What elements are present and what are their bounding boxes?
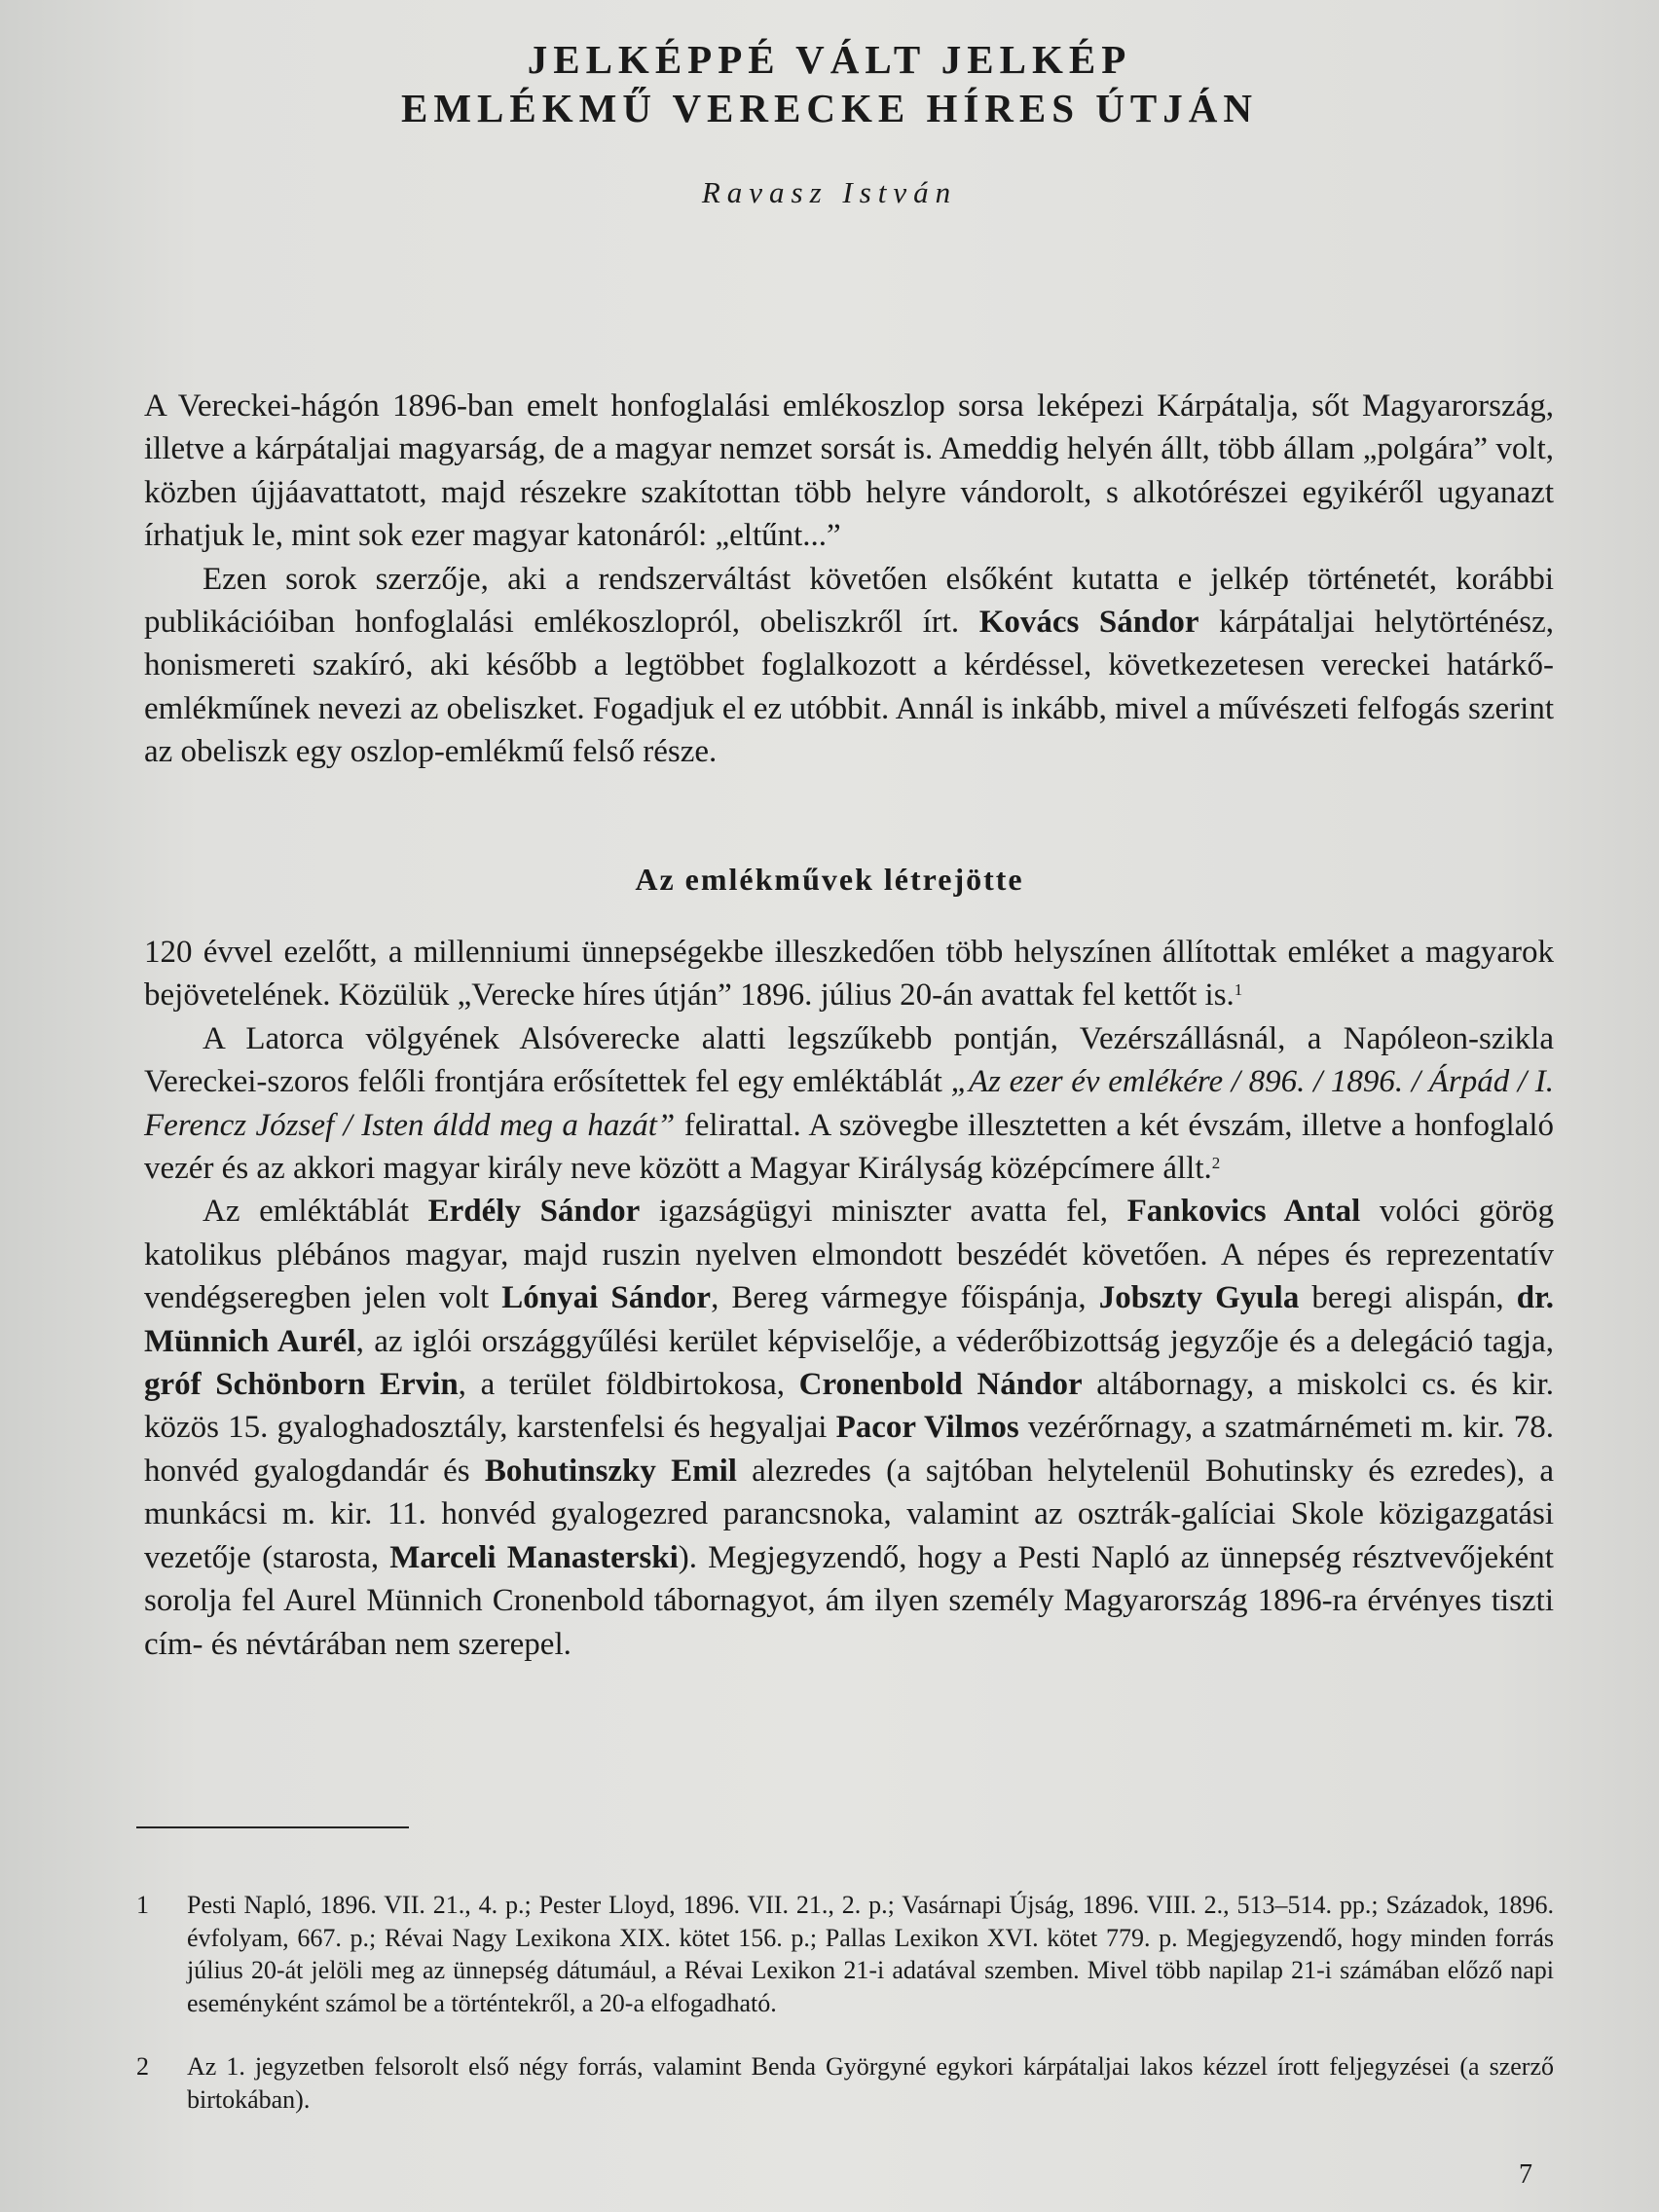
title-line-2: EMLÉKMŰ VERECKE HÍRES ÚTJÁN bbox=[401, 86, 1258, 130]
section-p2-part-b: felirattal. A szövegbe illesztetten a két évszám, illetve a honfoglaló vezér és az akkori magyar király neve között a Magyar Királyság középcímere állt. bbox=[144, 1107, 1554, 1187]
person-name: Pacor Vilmos bbox=[835, 1410, 1019, 1446]
person-name: Lónyai Sándor bbox=[501, 1280, 712, 1316]
footnote-separator bbox=[136, 1826, 409, 1828]
person-name: Kovács Sándor bbox=[978, 605, 1199, 641]
person-name: Jobszty Gyula bbox=[1098, 1280, 1300, 1316]
section-p1-text: 120 évvel ezelőtt, a millenniumi ünnepségekbe illeszkedően több helyszínen állítottak emléket a magyarok bejövetelének. Közülük „Verecke híres útján” 1896. július 20-án avattak fel kettőt is. bbox=[144, 935, 1554, 1014]
footnote-ref-2[interactable]: 2 bbox=[1211, 1154, 1221, 1173]
section-heading: Az emlékművek létrejötte bbox=[635, 862, 1024, 897]
section-paragraph-1 bbox=[144, 931, 1554, 1017]
footnote-number: 1 bbox=[136, 1891, 149, 1919]
title-line-1: JELKÉPPÉ VÁLT JELKÉP bbox=[527, 37, 1132, 82]
person-name: Fankovics Antal bbox=[1126, 1194, 1361, 1230]
plaque-inscription: „Az ezer év emlékére / 896. / 1896. / Árpád / I. Ferencz József / Isten áldd meg a hazát” bbox=[144, 1064, 1554, 1143]
footnote-ref-1[interactable]: 1 bbox=[1234, 980, 1243, 1000]
section-paragraph-3: Az emléktáblát Erdély Sándor igazságügyi miniszter avatta fel, Fankovics Antal volóci görög katolikus plébános magyar, majd ruszin nyelven elmondott beszédét követően. A népes és reprezentatív vendégseregben jelen volt Lónyai Sándor, Bereg vármegye főispánja, Jobszty Gyula beregi alispán, dr. Münnich Aurél, az iglói országgyűlési kerület képviselője, a véderőbizottság jegyzője és a delegáció tagja, gróf Schönborn Ervin, a terület földbirtokosa, Cronenbold Nándor altábornagy, a miskolci cs. és kir. közös 15. gyaloghadosztály, karstenfelsi és hegyaljai Pacor Vilmos vezérőrnagy, a szatmárnémeti m. kir. 78. honvéd gyalogdandár és Bohutinszky Emil alezredes (a sajtóban helytelenül Bohutinsky és ezredes), a munkácsi m. kir. 11. honvéd gyalogezred parancsnoka, valamint az osztrák-galíciai Skole közigazgatási vezetője (starosta, Marceli Manasterski). Megjegyzendő, hogy a Pesti Napló az ünnepség résztvevőjeként sorolja fel Aurel Münnich Cronenbold tábornagyot, ám ilyen személy Magyarország 1896-ra érvényes tiszti cím- és névtárában nem szerepel. bbox=[144, 1194, 1555, 1662]
footnote-text: Pesti Napló, 1896. VII. 21., 4. p.; Pester Lloyd, 1896. VII. 21., 2. p.; Vasárnapi Újság, 1896. VIII. 2., 513–514. pp.; Századok, 1896. évfolyam, 667. p.; Révai Nagy Lexikona XIX. kötet 156. p.; Pallas Lexikon XVI. kötet 779. p. Megjegyzendő, hogy minden forrás július 20-át jelöli meg az ünnepség dátumául, a Révai Lexikon 21-i adatával szemben. Mivel több napilap 21-i számában előző napi eseményként számol be a történtekről, a 20-a elfogadható. bbox=[187, 1891, 1554, 2017]
person-name: gróf Schönborn Ervin bbox=[144, 1367, 459, 1403]
footnote-number: 2 bbox=[136, 2052, 149, 2081]
section-p2-part-a: A Latorca völgyének Alsóverecke alatti legszűkebb pontján, Vezérszállásnál, a Napóleon-szikla Vereckei-szoros felőli frontjára erősítettek fel egy emléktáblát bbox=[144, 1020, 1554, 1100]
footnote-2 bbox=[136, 2050, 1554, 2116]
article-title bbox=[0, 35, 1659, 132]
intro-p2-part-b: kárpátaljai helytörténész, honismereti szakíró, aki később a legtöbbet foglalkozott a kérdéssel, következetesen vereckei határkő-emlékműnek nevezi az obeliszket. Fogadjuk el ez utóbbit. Annál is inkább, mivel a művészeti felfogás szerint az obeliszk egy oszlop-emlékmű felső része. bbox=[144, 605, 1555, 770]
person-name: Marceli Manasterski bbox=[389, 1539, 679, 1575]
intro-paragraph-1: A Vereckei-hágón 1896-ban emelt honfoglalási emlékoszlop sorsa leképezi Kárpátalja, sőt Magyarország, illetve a kárpátaljai magyarság, de a magyar nemzet sorsát is. Ameddig helyén állt, több állam „polgára” volt, közben újjáavattatott, majd részekre szakítottan több helyre vándorolt, s alkotórészei egyikéről ugyanazt írhatjuk le, mint sok ezer magyar katonáról: „eltűnt...” bbox=[144, 388, 1554, 554]
person-name: Bohutinszky Emil bbox=[484, 1453, 737, 1489]
person-name: Cronenbold Nándor bbox=[798, 1367, 1083, 1403]
section-paragraph-2 bbox=[144, 1017, 1554, 1191]
footnote-1 bbox=[136, 1889, 1554, 2019]
intro-paragraph-2 bbox=[144, 558, 1554, 774]
person-name: Erdély Sándor bbox=[427, 1194, 641, 1230]
person-name: dr. Münnich Aurél bbox=[144, 1280, 1554, 1359]
section-body bbox=[144, 931, 1554, 1666]
footnote-text: Az 1. jegyzetben felsorolt első négy forrás, valamint Benda Györgyné egykori kárpátaljai lakos kézzel írott feljegyzései (a szerző birtokában). bbox=[187, 2052, 1554, 2114]
page-number: 7 bbox=[1519, 2159, 1532, 2190]
intro-text bbox=[144, 385, 1554, 774]
author-name: Ravasz István bbox=[701, 175, 958, 209]
intro-p2-part-a: Ezen sorok szerzője, aki a rendszerváltást követően elsőként kutatta e jelkép történetét, korábbi publikációiban honfoglalási emlékoszlopról, obeliszkről írt. bbox=[144, 561, 1554, 641]
